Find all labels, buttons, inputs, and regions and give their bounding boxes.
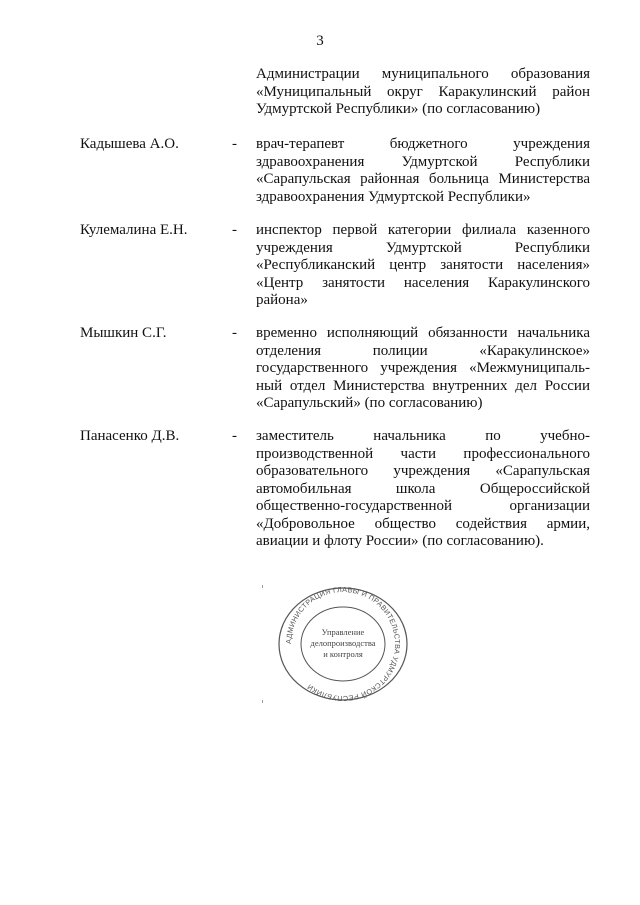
stamp-inner-line: Управление (321, 627, 365, 637)
member-dash: - (232, 325, 237, 341)
position-line: автомобильная школа Общероссийской (256, 480, 590, 497)
position-line: «Добровольное общество содействия армии, (256, 515, 590, 532)
stamp-inner-line: и контроля (323, 649, 363, 659)
position-line: производственной части профессионального (256, 445, 590, 462)
member-name: Кадышева А.О. (80, 136, 179, 152)
stamp-ring-text: АДМИНИСТРАЦИЯ ГЛАВЫ И ПРАВИТЕЛЬСТВА УДМУРТСКОЙ РЕСПУБЛИКИ (283, 585, 403, 703)
position-line: отделения полиции «Каракулинское» (256, 342, 590, 359)
position-line: района» (256, 292, 308, 308)
continuation-line: «Муниципальный округ Каракулинский район (256, 83, 590, 100)
continuation-line: Удмуртской Республики» (по согласованию) (256, 101, 541, 117)
member-name: Кулемалина Е.Н. (80, 222, 188, 238)
position-line: «Центр занятости населения Каракулинского (256, 274, 590, 291)
scan-mark (262, 700, 263, 703)
member-position (256, 136, 590, 206)
position-line: здравоохранения Удмуртской Республики (256, 153, 590, 170)
position-line: ный отдел Министерства внутренних дел России (256, 377, 590, 394)
page-number: 3 (316, 33, 324, 49)
position-line: «Сарапульский» (по согласованию) (256, 395, 483, 411)
official-stamp (276, 585, 410, 703)
position-line: «Республиканский центр занятости населения» (256, 257, 590, 273)
scan-mark (262, 585, 263, 588)
position-line: общественно-государственной организации (256, 498, 590, 514)
stamp-inner-line: делопроизводства (310, 638, 376, 648)
position-line: учреждения Удмуртской Республики (256, 239, 590, 256)
member-dash: - (232, 428, 237, 444)
position-line: образовательного учреждения «Сарапульская (256, 463, 590, 479)
position-line: государственного учреждения «Межмуниципаль- (256, 360, 590, 376)
member-dash: - (232, 136, 237, 152)
member-dash: - (232, 222, 237, 238)
member-position (256, 325, 590, 413)
position-line: авиации и флоту России» (по согласованию). (256, 533, 544, 549)
position-line: инспектор первой категории филиала казенного (256, 222, 590, 238)
position-line: врач-терапевт бюджетного учреждения (256, 136, 590, 152)
position-line: временно исполняющий обязанности начальника (256, 325, 590, 341)
member-name: Панасенко Д.В. (80, 428, 180, 444)
position-line: здравоохранения Удмуртской Республики» (256, 188, 531, 205)
continuation-paragraph (256, 66, 590, 119)
member-position (256, 428, 590, 551)
continuation-line: Администрации муниципального образования (256, 66, 590, 82)
member-position (256, 222, 590, 310)
member-name: Мышкин С.Г. (80, 325, 167, 341)
position-line: заместитель начальника по учебно- (256, 428, 590, 444)
position-line: «Сарапульская районная больница Министерства (256, 171, 590, 187)
